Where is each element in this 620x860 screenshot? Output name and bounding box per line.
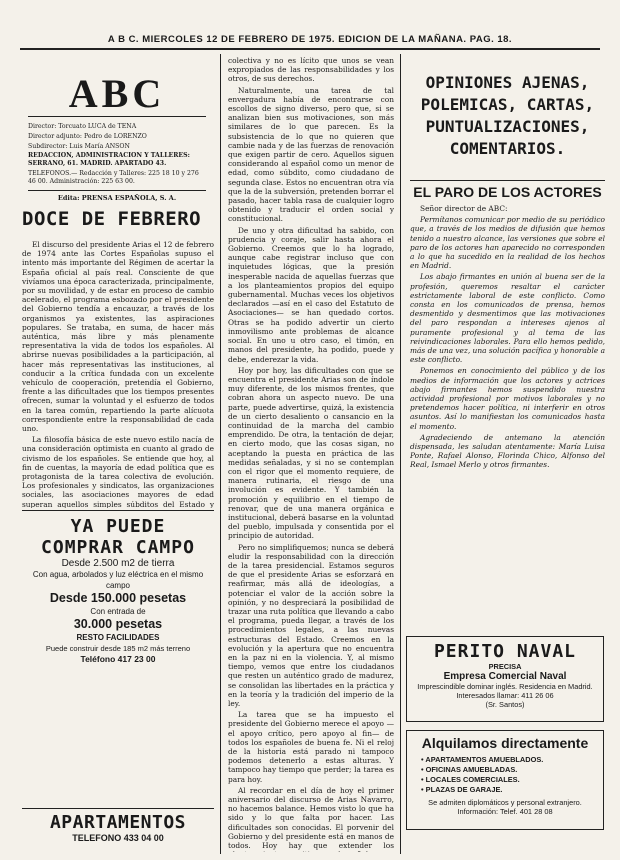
ad-perito-line2: Empresa Comercial Naval	[443, 671, 567, 682]
ad-apartamentos-phone: TELEFONO 433 04 00	[72, 833, 164, 843]
ad-perito-line3: Imprescindible dominar inglés. Residencia en Madrid.	[417, 682, 593, 691]
ad-perito-naval	[406, 636, 604, 722]
center-paragraph: Pero no simplifiquemos; nunca se deberá eludir la responsabilidad con la dirección de la tarea presidencial. Estamos seguros de que el presidente Arias se esforzará en reafirmar, más allá de ideologías, a potenciar el valor de la acción sobre la opinión, y no despreciará la posibilidad de trazar una ruta política que llevando a cabo el programa, pueda llegar, a través de los procedimientos legales, a las nuevas estructuras del Estado. Creemos en la evolución y la apertura que no encuentra en la paz ni en la violencia. Y, al mismo tiempo, vemos que entre los ciudadanos que resten un auténtico grado de madurez, se consolidan las libertades en la práctica y en la teoría y la tradición del imperio de la ley.	[228, 542, 394, 709]
paro-paragraph: Agradeciendo de antemano la atención dispensada, les saludan atentamente: María Luisa Ponte, Rafael Alonso, Florinda Chico, Alfonso del Real, Ismael Merlo y otros firmantes.	[410, 432, 605, 470]
center-paragraph: De uno y otra dificultad ha sabido, con prudencia y coraje, salir hasta ahora el Gobierno. Creemos que lo ha logrado, aunque cabe registrar incluso que con inquietudes lógicas, que la presión inesperable nacida de aquellas fuerzas que a los planteamientos propios del equipo gubernamental. Muchas veces los objetivos declarados —así en el caso del Estatuto de Asociaciones— se han quedado cortos. Otras se ha podido advertir un cierto inmovilismo ante problemas de alcance social. En uno u otro caso, el timón, en manos del presidente, ha podido, puede y debe, enderezar la vida.	[228, 225, 394, 364]
header-rule	[20, 48, 600, 50]
paro-letter	[410, 204, 605, 628]
editorial-body	[22, 240, 214, 508]
paro-title: EL PARO DE LOS ACTORES	[413, 184, 602, 200]
paro-salutation: Señor director de ABC:	[420, 204, 508, 213]
ad-apartamentos	[22, 812, 214, 843]
ad-perito-title: PERITO NAVAL	[433, 641, 577, 662]
ad-perito-line4: Interesados llamar: 411 26 06	[456, 691, 554, 700]
ad-campo-line1: YA PUEDE	[70, 516, 166, 537]
ad-campo-line5: Desde 150.000 pesetas	[49, 591, 187, 605]
ad-apartamentos-title: APARTAMENTOS	[49, 812, 187, 833]
ad-perito-line1: PRECISA	[488, 662, 522, 671]
ad-campo-line7: 30.000 pesetas	[73, 617, 163, 631]
center-paragraph: La tarea que se ha impuesto el presidente del Gobierno merece el apoyo —el apoyo crítico, pero apoyo al fin— de todos los españoles de buena fe. Ni el reloj de la historia está parado ni tampoco podemos detenerlo a estas alturas. Y tampoco hay tiempo que perder; la tarea es para hoy.	[228, 710, 394, 784]
editorial-bottom-rule	[22, 510, 214, 511]
masthead-info	[22, 123, 212, 186]
opiniones-header	[410, 58, 605, 178]
opiniones-line1: OPINIONES AJENAS,	[425, 73, 590, 92]
paro-paragraph: Ponemos en conocimiento del público y de los medios de información que los actores y actrices abajo firmantes hemos suspendido nuestra actividad profesional por motivos laborales y no pretendemos hacer política, ni interferir en otros asuntos. Así lo manifiestan los comunicados hasta el momento.	[410, 366, 605, 431]
list-item: • APARTAMENTOS AMUEBLADOS.	[421, 755, 544, 764]
ad-perito-line5: (Sr. Santos)	[485, 700, 525, 709]
opiniones-line4: COMENTARIOS.	[449, 139, 566, 158]
paro-paragraph: Permítanos comunicar por medio de su periódico que, a través de los medios de difusión que hemos tenido a nuestro alcance, las versiones que sobre el paro de los actores han aparecido no corresponden a lo que ha sucedido en la realidad de los hechos en Madrid.	[410, 215, 605, 271]
ad-campo-line3: Desde 2.500 m2 de tierra	[61, 558, 175, 569]
abc-logo: ABC	[68, 71, 166, 116]
ad-alquilamos-note: Se admiten diplomáticos y personal extranjero. Información: Telef. 401 28 08	[428, 798, 582, 816]
center-paragraph: colectiva y no es lícito que unos se vean expropiados de las responsabilidades y los otros, de sus derechos.	[228, 56, 394, 84]
ad-campo-line8: RESTO FACILIDADES	[76, 633, 160, 642]
ad-alquilamos	[406, 730, 604, 830]
masthead-telefonos: TELEFONOS.— Redacción y Talleres: 225 18 10 y 276 46 00. Administración: 225 63 00.	[28, 169, 199, 185]
list-item: • LOCALES COMERCIALES.	[421, 775, 520, 784]
paro-paragraph: Los abajo firmantes en unión al buena ser de la profesión, queremos resaltar el carácter estrictamente laboral de este conflicto. Como consta en los comunicados de prensa, hemos desmentido y desmentimos que las motivaciones del paro respondan a intereses ajenos al puramente profesional y al tema de las reivindicaciones laborales. Para ello hemos pedido, más de una vez, una solución pacífica y honorable a este conflicto.	[410, 272, 605, 365]
ad-campo-line9: Puede construir desde 185 m2 más terreno	[45, 644, 191, 653]
ad-campo-line6: Con entrada de	[90, 607, 146, 616]
page-header: A B C. MIERCOLES 12 DE FEBRERO DE 1975. EDICION DE LA MAÑANA. PAG. 18.	[107, 34, 513, 45]
column-rule-right	[400, 54, 401, 854]
opiniones-rule	[410, 180, 605, 181]
ad-campo-line2: COMPRAR CAMPO	[41, 537, 195, 558]
masthead-subdirector: Subdirector: Luis María ANSON	[28, 142, 130, 150]
masthead-prensa: Edita: PRENSA ESPAÑOLA, S. A.	[28, 190, 206, 202]
ad-alquilamos-title: Alquilamos directamente	[421, 735, 589, 751]
list-item: • OFICINAS AMUEBLADAS.	[421, 765, 518, 774]
center-paragraph: Al recordar en el día de hoy el primer aniversario del discurso de Arias Navarro, no hacemos balance. Hemos visto lo que ha sido y lo que falta por hacer. Las dificultades son conocidas. El porvenir del Gobierno y del presidente está en manos de todos. Hoy hay que extender los	[228, 785, 394, 851]
masthead-director: Director: Torcuato LUCA de TENA	[28, 123, 137, 130]
ad-comprar-campo	[22, 516, 214, 665]
ad-campo-line4: Con agua, arbolados y luz eléctrica en el mismo campo	[32, 570, 204, 590]
editorial-paragraph: La filosofía básica de este nuevo estilo nacía de una consideración optimista en cuanto al grado de civismo de los españoles. Se entiende que hoy, al fin de cuentas, la mayoría de edad política que es protagonista de la tarea colectiva de evolución. Los profesionales y sindicatos, las organizaciones sociales, las asociaciones mayores de edad superan aquellos simples súbditos del Estado y	[22, 435, 214, 508]
masthead-adjunto: Director adjunto: Pedro de LORENZO	[28, 132, 147, 140]
logo-rule	[28, 116, 206, 117]
masthead-redaccion: REDACCION, ADMINISTRACION Y TALLERES: SERRANO, 61. MADRID. APARTADO 43.	[28, 152, 190, 168]
center-paragraph: Hoy por hoy, las dificultades con que se encuentra el presidente Arias son de índole muy diferente, de los mismos frentes, que cobran ahora un aspecto nuevo. De una parte, puede advertirse, quizá, la existencia de un cierto desaliento o cansancio en la continuidad de la marcha del cambio emprendido. De otra, la tentación de dejar, en cierto modo, que las cosas sigan, no aceptando la puesta en práctica de las medidas señaladas, y si no se contemplan con el rigor que el momento requiere, de manera rutinaria, el riesgo de una involución es evidente. Y también la promoción y equilibrio en el tiempo de renovar, que de una manera orgánica e institucional, deberá basarse en la voluntad del pueblo, impulsada y consentida por el principio de autoridad.	[228, 365, 394, 541]
editorial-paragraph: El discurso del presidente Arias el 12 de febrero de 1974 ante las Cortes Españolas supuso el intento más importante del Régimen de acertar la España oficial al país real. Consciente de que vivíamos una época caracterizada, principalmente, por su movilidad, y de estar en proceso de cambio acelerado, el programa esbozado por el presidente del Gobierno tendía a encauzar, a través de los organismos ya existentes, las aspiraciones populares. Se trataba, en suma, de hacer más auténtica, más libre y más plenamente representativa la vida de todos los españoles. Al abrirse nuevas posibilidades a la participación, al hacer más representativas las instituciones, al conducir a la crítica fundada con un excelente vehículo de cooperación, pretendía el Gobierno, frente a las dificultades que los tiempos presentes ofrecen, sumar la voluntad y el esfuerzo de todos en la tarea común, repartiendo la parte alícuota correspondiente entre la responsabilidad de cada uno.	[22, 240, 214, 434]
center-column	[228, 56, 394, 852]
ad-campo-phone: Teléfono 417 23 00	[80, 654, 156, 664]
opiniones-line2: POLEMICAS, CARTAS,	[420, 95, 595, 114]
column-rule-left	[220, 54, 221, 854]
ad-alquilamos-list	[407, 755, 603, 795]
center-paragraph: Naturalmente, una tarea de tal envergadura había de encontrarse con escollos de signo diverso, pero que, si se analizan bien sus motivaciones, son más similares de lo que parecen. Es la subsistencia de lo que no quieren que cambie nada y de las fuerzas de renovación que exigen partir de cero. Aquellos siguen considerando al español como un menor de edad, como súbdito, como ciudadano de segunda clase. Estos no encuentran otra vía que la de la subversión, pretenden borrar el pasado, hacer tabla rasa de cualquier logro obtenido y traducir el orden social y constitucional.	[228, 85, 394, 224]
editorial-title: DOCE DE FEBRERO	[22, 208, 202, 230]
opiniones-line3: PUNTUALIZACIONES,	[425, 117, 590, 136]
list-item: • PLAZAS DE GARAJE.	[421, 785, 503, 794]
ad-divider	[22, 808, 214, 809]
